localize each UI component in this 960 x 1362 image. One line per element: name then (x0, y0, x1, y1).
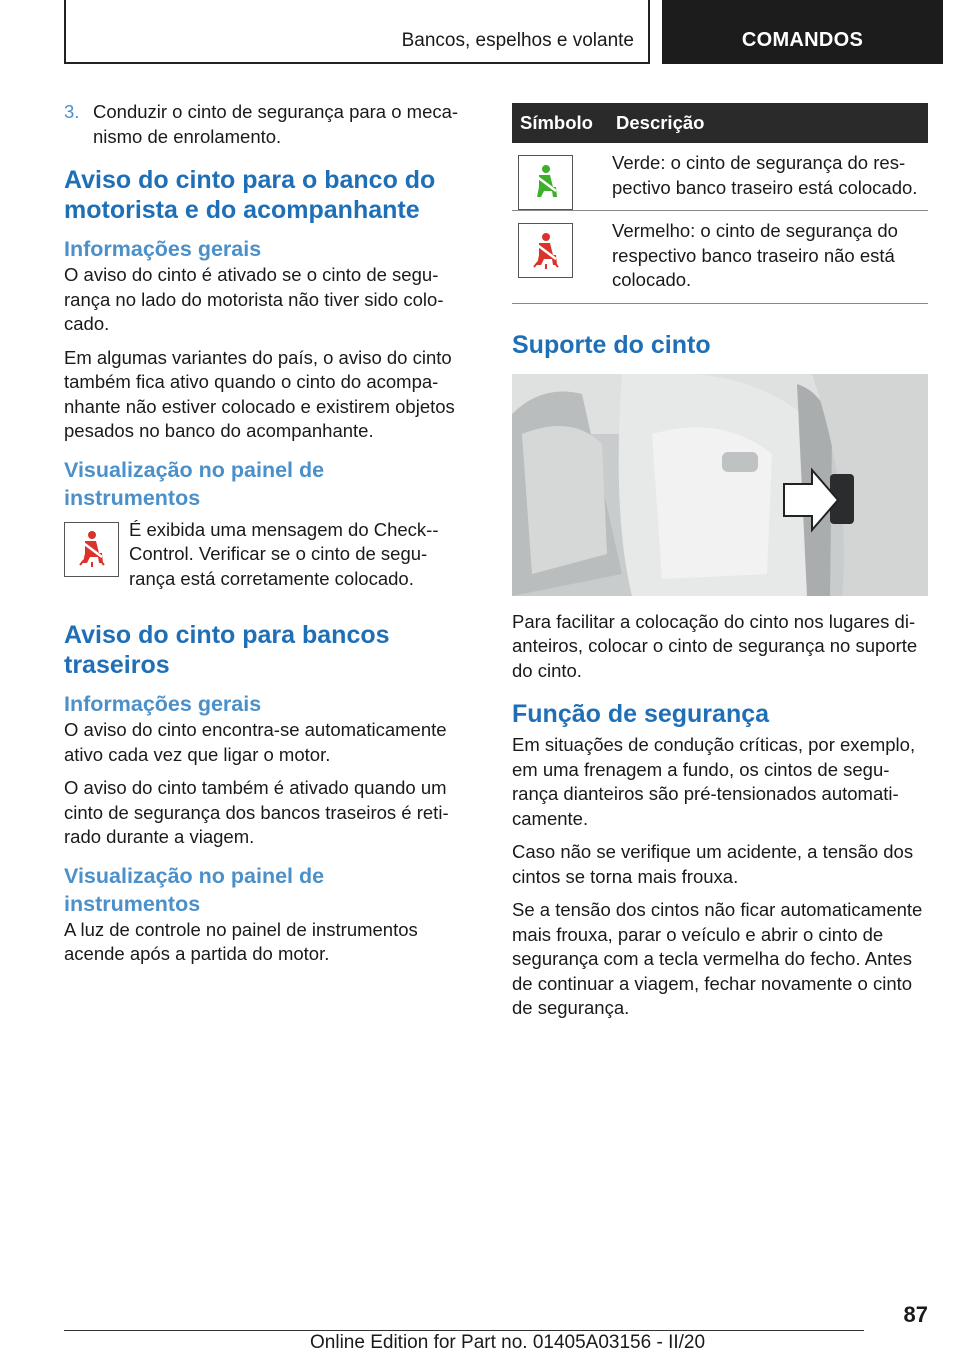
header-frame (64, 0, 650, 64)
seatbelt-red-icon (518, 223, 573, 278)
paragraph: Em algumas variantes do país, o aviso do cinto também fica ativo quando o cinto do acompanhante não estiver colocado e existirem objetos pesados no banco do acompanhante. (64, 346, 455, 441)
paragraph: A luz de controle no painel de instrumentos acende após a partida do motor. (64, 918, 418, 964)
paragraph: O aviso do cinto encontra-se automaticamente ativo cada vez que ligar o motor. (64, 719, 447, 765)
heading-rear-seat-warning: Aviso do cinto para bancos traseiros (64, 621, 390, 679)
seatbelt-green-icon (518, 155, 573, 210)
footer-edition: Online Edition for Part no. 01405A03156 - II/20 (310, 1332, 706, 1353)
heading-front-seat-warning: Aviso do cinto para o banco do motorista e do acompanhante (64, 166, 436, 224)
table-cell-description: Vermelho: o cinto de segurança do respectivo banco traseiro não está colocado. (608, 211, 928, 304)
table-header-symbol: Símbolo (512, 103, 608, 143)
icon-description: É exibida uma mensagem do Check--Control. Verificar se o cinto de segurança está corretamente colocado. (129, 518, 439, 589)
belt-holder-photo (512, 374, 928, 596)
subheading-instrument-display: Visualização no painel de instrumentos (64, 457, 325, 510)
left-column (64, 100, 466, 976)
subheading-general-info: Informações gerais (64, 692, 262, 716)
section-title: Bancos, espelhos e volante (401, 30, 634, 51)
heading-safety-function: Função de segurança (512, 700, 770, 728)
paragraph: Em situações de condução críticas, por exemplo, em uma frenagem a fundo, os cintos de segurança dianteiros são pré-tensionados automaticamente. (512, 734, 916, 829)
table-row (512, 143, 928, 211)
seatbelt-red-icon (64, 522, 119, 577)
symbol-table (512, 103, 928, 304)
chapter-tab: COMANDOS (662, 0, 943, 64)
right-column (512, 103, 928, 1030)
step-number: 3. (64, 101, 80, 122)
table-cell-description: Verde: o cinto de segurança do respectivo banco traseiro está colocado. (608, 143, 928, 211)
footer-divider (64, 1330, 864, 1331)
subheading-instrument-display: Visualização no painel de instrumentos (64, 863, 325, 916)
step-item (64, 100, 466, 149)
photo-caption: Para facilitar a colocação do cinto nos lugares dianteiros, colocar o cinto de segurança no suporte do cinto. (512, 610, 918, 681)
heading-belt-holder: Suporte do cinto (512, 330, 711, 359)
page-number: 87 (903, 1302, 928, 1327)
paragraph: O aviso do cinto é ativado se o cinto de segurança no lado do motorista não tiver sido colocado. (64, 264, 444, 334)
subheading-general-info: Informações gerais (64, 237, 262, 261)
paragraph: O aviso do cinto também é ativado quando um cinto de segurança dos bancos traseiros é retirado durante a viagem. (64, 777, 449, 847)
step-text: Conduzir o cinto de segurança para o mecanismo de enrolamento. (93, 101, 459, 147)
paragraph: Caso não se verifique um acidente, a tensão dos cintos se torna mais frouxa. (512, 841, 914, 887)
table-row (512, 211, 928, 304)
paragraph: Se a tensão dos cintos não ficar automaticamente mais frouxa, parar o veículo e abrir o cinto de segurança com a tecla vermelha do fecho. Antes de continuar a viagem, fechar novamente o cinto de segurança. (512, 899, 923, 1018)
icon-row (64, 518, 466, 601)
table-header-description: Descrição (608, 103, 928, 143)
